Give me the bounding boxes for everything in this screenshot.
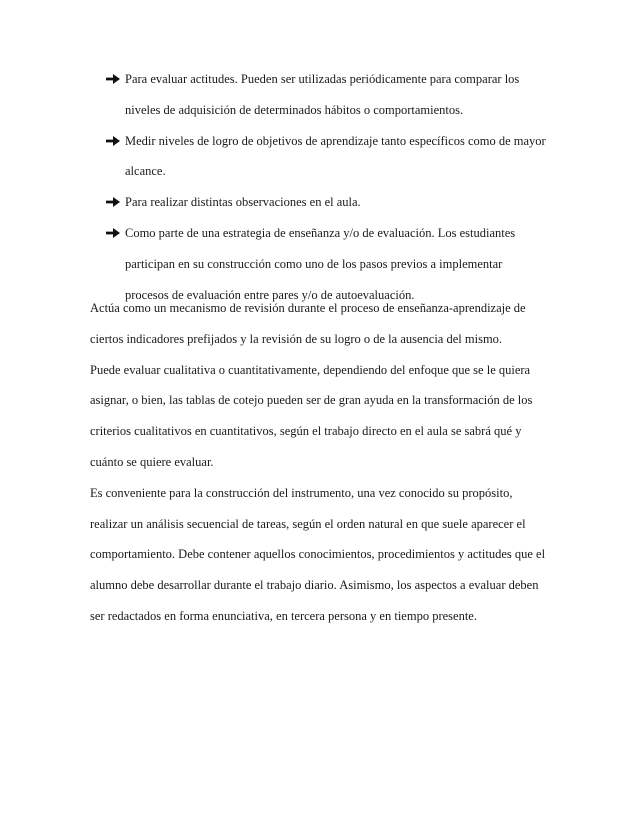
paragraph-line: cuánto se quiere evaluar.	[90, 454, 214, 469]
paragraph-line: Actúa como un mecanismo de revisión durante el proceso de enseñanza-aprendizaje de	[90, 301, 526, 315]
paragraph-line: ser redactados en forma enunciativa, en tercera persona y en tiempo presente.	[90, 608, 477, 623]
paragraph	[90, 293, 568, 355]
paragraph-line: criterios cualitativos en cuantitativos, según el trabajo directo en el aula se sabrá qué y	[90, 424, 522, 439]
arrow-bullet-icon	[105, 196, 121, 208]
body-text	[90, 293, 568, 632]
bullet-line: niveles de adquisición de determinados hábitos o comportamientos.	[125, 102, 464, 117]
bullet-line: Para realizar distintas observaciones en el aula.	[125, 195, 361, 210]
paragraph	[90, 355, 568, 478]
paragraph-line: comportamiento. Debe contener aquellos conocimientos, procedimientos y actitudes que el	[90, 547, 546, 562]
bullet-line: participan en su construcción como uno de los pasos previos a implementar	[125, 256, 503, 271]
bullet-line: Para evaluar actitudes. Pueden ser utilizadas periódicamente para comparar los	[125, 72, 520, 86]
paragraph	[90, 478, 568, 632]
bullet-line: alcance.	[125, 164, 166, 179]
paragraph-line: Es conveniente para la construcción del instrumento, una vez conocido su propósito,	[90, 485, 513, 500]
bullet-item	[92, 126, 562, 188]
arrow-bullet-icon	[105, 135, 121, 147]
arrow-bullet-icon	[105, 73, 121, 85]
paragraph-line: asignar, o bien, las tablas de cotejo pueden ser de gran ayuda en la transformación de los	[90, 393, 533, 408]
bullet-item	[92, 187, 562, 218]
bullet-line: Medir niveles de logro de objetivos de aprendizaje tanto específicos como de mayor	[125, 133, 546, 148]
bullet-line: procesos de evaluación entre pares y/o de autoevaluación.	[125, 287, 415, 302]
bullet-item	[92, 64, 562, 126]
arrow-bullet-icon	[105, 227, 121, 239]
bullet-list	[92, 64, 562, 310]
bullet-line: Como parte de una estrategia de enseñanza y/o de evaluación. Los estudiantes	[125, 225, 516, 240]
paragraph-line: Puede evaluar cualitativa o cuantitativamente, dependiendo del enfoque que se le quiera	[90, 362, 531, 377]
paragraph-line: ciertos indicadores prefijados y la revisión de su logro o de la ausencia del mismo.	[90, 331, 503, 346]
paragraph-line: realizar un análisis secuencial de tareas, según el orden natural en que suele aparecer el	[90, 516, 526, 531]
paragraph-line: alumno debe desarrollar durante el trabajo diario. Asimismo, los aspectos a evaluar deben	[90, 578, 539, 593]
